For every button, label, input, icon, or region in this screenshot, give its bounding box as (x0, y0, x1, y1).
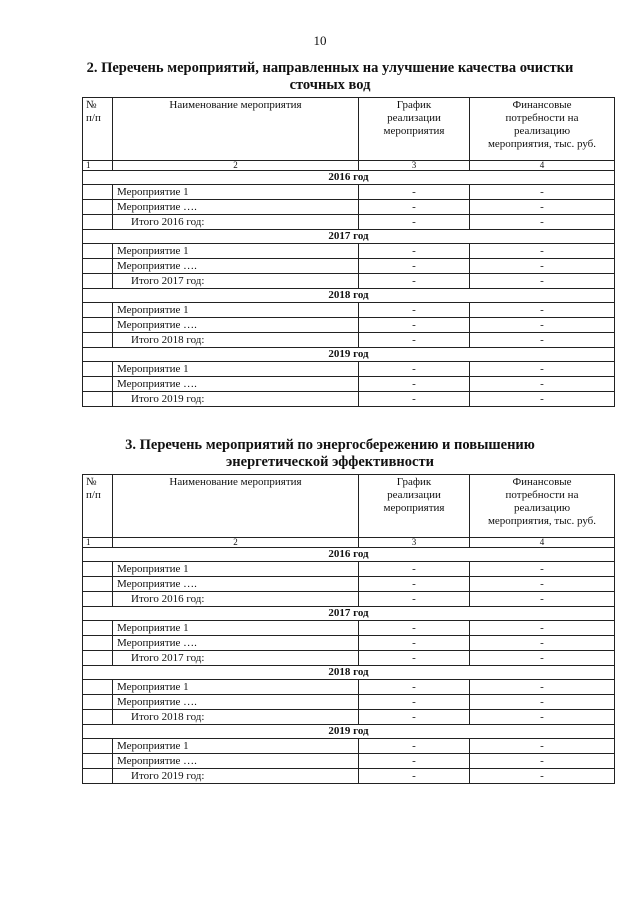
measure-name-cell: Мероприятие 1 (113, 185, 359, 200)
finance-cell: - (470, 754, 615, 769)
schedule-cell: - (359, 769, 470, 784)
schedule-cell: - (359, 562, 470, 577)
header-line: мероприятия (383, 502, 445, 514)
measure-name-cell: Мероприятие …. (113, 259, 359, 274)
section-title (60, 60, 600, 94)
index-cell: 2 (113, 161, 359, 171)
year-row (83, 607, 615, 621)
header-name (113, 475, 359, 538)
year-row (83, 348, 615, 362)
row-num-cell (83, 621, 113, 636)
finance-cell: - (470, 185, 615, 200)
index-cell: 4 (470, 538, 615, 548)
row-num-cell (83, 377, 113, 392)
header-row (83, 475, 615, 538)
header-line: реализации (387, 112, 441, 124)
finance-cell: - (470, 695, 615, 710)
finance-cell: - (470, 651, 615, 666)
year-label: 2017 год (83, 230, 615, 244)
schedule-cell: - (359, 680, 470, 695)
finance-cell: - (470, 274, 615, 289)
finance-cell: - (470, 318, 615, 333)
year-label: 2017 год (83, 607, 615, 621)
schedule-cell: - (359, 636, 470, 651)
finance-cell: - (470, 769, 615, 784)
table-row (83, 244, 615, 259)
schedule-cell: - (359, 710, 470, 725)
row-num-cell (83, 769, 113, 784)
row-num-cell (83, 185, 113, 200)
table-row (83, 562, 615, 577)
header-line: мероприятия (383, 125, 445, 137)
header-line: Финансовые (512, 476, 572, 488)
measure-name-cell: Мероприятие …. (113, 695, 359, 710)
header-line: Наименование мероприятия (169, 476, 302, 488)
measures-table (82, 474, 615, 784)
row-num-cell (83, 362, 113, 377)
row-num-cell (83, 259, 113, 274)
schedule-cell: - (359, 377, 470, 392)
year-label: 2016 год (83, 171, 615, 185)
header-finance (470, 475, 615, 538)
schedule-cell: - (359, 244, 470, 259)
header-row (83, 98, 615, 161)
table-row (83, 636, 615, 651)
measure-name-cell: Мероприятие …. (113, 200, 359, 215)
total-name-cell: Итого 2019 год: (113, 769, 359, 784)
section-title-line: 3. Перечень мероприятий по энергосбережению и повышению (125, 437, 535, 453)
row-num-cell (83, 710, 113, 725)
header-line: График (396, 476, 432, 488)
row-num-cell (83, 303, 113, 318)
row-num-cell (83, 562, 113, 577)
finance-cell: - (470, 636, 615, 651)
finance-cell: - (470, 259, 615, 274)
year-label: 2019 год (83, 348, 615, 362)
row-num-cell (83, 739, 113, 754)
index-cell: 3 (359, 161, 470, 171)
header-line: п/п (86, 489, 101, 501)
row-num-cell (83, 200, 113, 215)
year-row (83, 725, 615, 739)
finance-cell: - (470, 200, 615, 215)
header-line: потребности на (505, 489, 579, 501)
section-title (60, 437, 600, 471)
total-name-cell: Итого 2019 год: (113, 392, 359, 407)
total-name-cell: Итого 2018 год: (113, 710, 359, 725)
total-name-cell: Итого 2016 год: (113, 592, 359, 607)
measure-name-cell: Мероприятие 1 (113, 680, 359, 695)
schedule-cell: - (359, 185, 470, 200)
measure-name-cell: Мероприятие …. (113, 636, 359, 651)
schedule-cell: - (359, 754, 470, 769)
schedule-cell: - (359, 303, 470, 318)
index-cell: 1 (83, 538, 113, 548)
measure-name-cell: Мероприятие 1 (113, 303, 359, 318)
header-line: Финансовые (512, 99, 572, 111)
total-name-cell: Итого 2017 год: (113, 651, 359, 666)
row-num-cell (83, 318, 113, 333)
header-line: потребности на (505, 112, 579, 124)
finance-cell: - (470, 680, 615, 695)
table-row (83, 710, 615, 725)
table-row (83, 318, 615, 333)
header-line: мероприятия, тыс. руб. (487, 138, 597, 150)
index-cell: 3 (359, 538, 470, 548)
finance-cell: - (470, 244, 615, 259)
year-row (83, 289, 615, 303)
schedule-cell: - (359, 362, 470, 377)
schedule-cell: - (359, 592, 470, 607)
table-row (83, 362, 615, 377)
schedule-cell: - (359, 695, 470, 710)
schedule-cell: - (359, 200, 470, 215)
row-num-cell (83, 754, 113, 769)
schedule-cell: - (359, 274, 470, 289)
row-num-cell (83, 215, 113, 230)
table-row (83, 303, 615, 318)
table-row (83, 200, 615, 215)
header-line: График (396, 99, 432, 111)
schedule-cell: - (359, 333, 470, 348)
measure-name-cell: Мероприятие …. (113, 377, 359, 392)
table-row (83, 621, 615, 636)
measure-name-cell: Мероприятие 1 (113, 621, 359, 636)
header-line: мероприятия, тыс. руб. (487, 515, 597, 527)
page-number: 10 (313, 33, 327, 48)
year-label: 2019 год (83, 725, 615, 739)
finance-cell: - (470, 303, 615, 318)
row-num-cell (83, 577, 113, 592)
measure-name-cell: Мероприятие 1 (113, 739, 359, 754)
year-row (83, 666, 615, 680)
total-name-cell: Итого 2016 год: (113, 215, 359, 230)
row-num-cell (83, 592, 113, 607)
table-row (83, 651, 615, 666)
header-line: № (86, 476, 97, 488)
finance-cell: - (470, 362, 615, 377)
year-label: 2018 год (83, 289, 615, 303)
header-line: реализацию (513, 125, 571, 137)
table-row (83, 333, 615, 348)
section-title-line: 2. Перечень мероприятий, направленных на улучшение качества очистки (86, 60, 574, 76)
finance-cell: - (470, 215, 615, 230)
header-line: реализации (387, 489, 441, 501)
finance-cell: - (470, 577, 615, 592)
table-row (83, 754, 615, 769)
row-num-cell (83, 274, 113, 289)
table-row (83, 592, 615, 607)
table-row (83, 274, 615, 289)
header-line: п/п (86, 112, 101, 124)
header-line: Наименование мероприятия (169, 99, 302, 111)
schedule-cell: - (359, 318, 470, 333)
row-num-cell (83, 636, 113, 651)
table-row (83, 739, 615, 754)
finance-cell: - (470, 739, 615, 754)
year-row (83, 548, 615, 562)
table-row (83, 185, 615, 200)
header-num (83, 475, 113, 538)
row-num-cell (83, 695, 113, 710)
section-title-line: сточных вод (289, 77, 371, 93)
table-row (83, 695, 615, 710)
measure-name-cell: Мероприятие 1 (113, 244, 359, 259)
row-num-cell (83, 244, 113, 259)
schedule-cell: - (359, 215, 470, 230)
measure-name-cell: Мероприятие …. (113, 577, 359, 592)
measure-name-cell: Мероприятие …. (113, 318, 359, 333)
header-line: реализацию (513, 502, 571, 514)
table-row (83, 259, 615, 274)
header-schedule (359, 98, 470, 161)
header-finance (470, 98, 615, 161)
section-title-line: энергетической эффективности (226, 454, 434, 470)
table-row (83, 215, 615, 230)
header-num (83, 98, 113, 161)
measure-name-cell: Мероприятие …. (113, 754, 359, 769)
row-num-cell (83, 392, 113, 407)
year-label: 2018 год (83, 666, 615, 680)
header-name (113, 98, 359, 161)
index-cell: 4 (470, 161, 615, 171)
year-label: 2016 год (83, 548, 615, 562)
finance-cell: - (470, 592, 615, 607)
table-row (83, 392, 615, 407)
finance-cell: - (470, 710, 615, 725)
schedule-cell: - (359, 259, 470, 274)
table-row (83, 769, 615, 784)
index-row (83, 538, 615, 548)
finance-cell: - (470, 333, 615, 348)
row-num-cell (83, 651, 113, 666)
finance-cell: - (470, 621, 615, 636)
header-schedule (359, 475, 470, 538)
header-line: № (86, 99, 97, 111)
schedule-cell: - (359, 621, 470, 636)
row-num-cell (83, 333, 113, 348)
year-row (83, 171, 615, 185)
index-row (83, 161, 615, 171)
table-row (83, 680, 615, 695)
schedule-cell: - (359, 392, 470, 407)
finance-cell: - (470, 377, 615, 392)
measure-name-cell: Мероприятие 1 (113, 562, 359, 577)
schedule-cell: - (359, 577, 470, 592)
table-row (83, 377, 615, 392)
measure-name-cell: Мероприятие 1 (113, 362, 359, 377)
measures-table (82, 97, 615, 407)
index-cell: 1 (83, 161, 113, 171)
total-name-cell: Итого 2017 год: (113, 274, 359, 289)
row-num-cell (83, 680, 113, 695)
finance-cell: - (470, 392, 615, 407)
schedule-cell: - (359, 651, 470, 666)
table-row (83, 577, 615, 592)
finance-cell: - (470, 562, 615, 577)
index-cell: 2 (113, 538, 359, 548)
year-row (83, 230, 615, 244)
schedule-cell: - (359, 739, 470, 754)
total-name-cell: Итого 2018 год: (113, 333, 359, 348)
